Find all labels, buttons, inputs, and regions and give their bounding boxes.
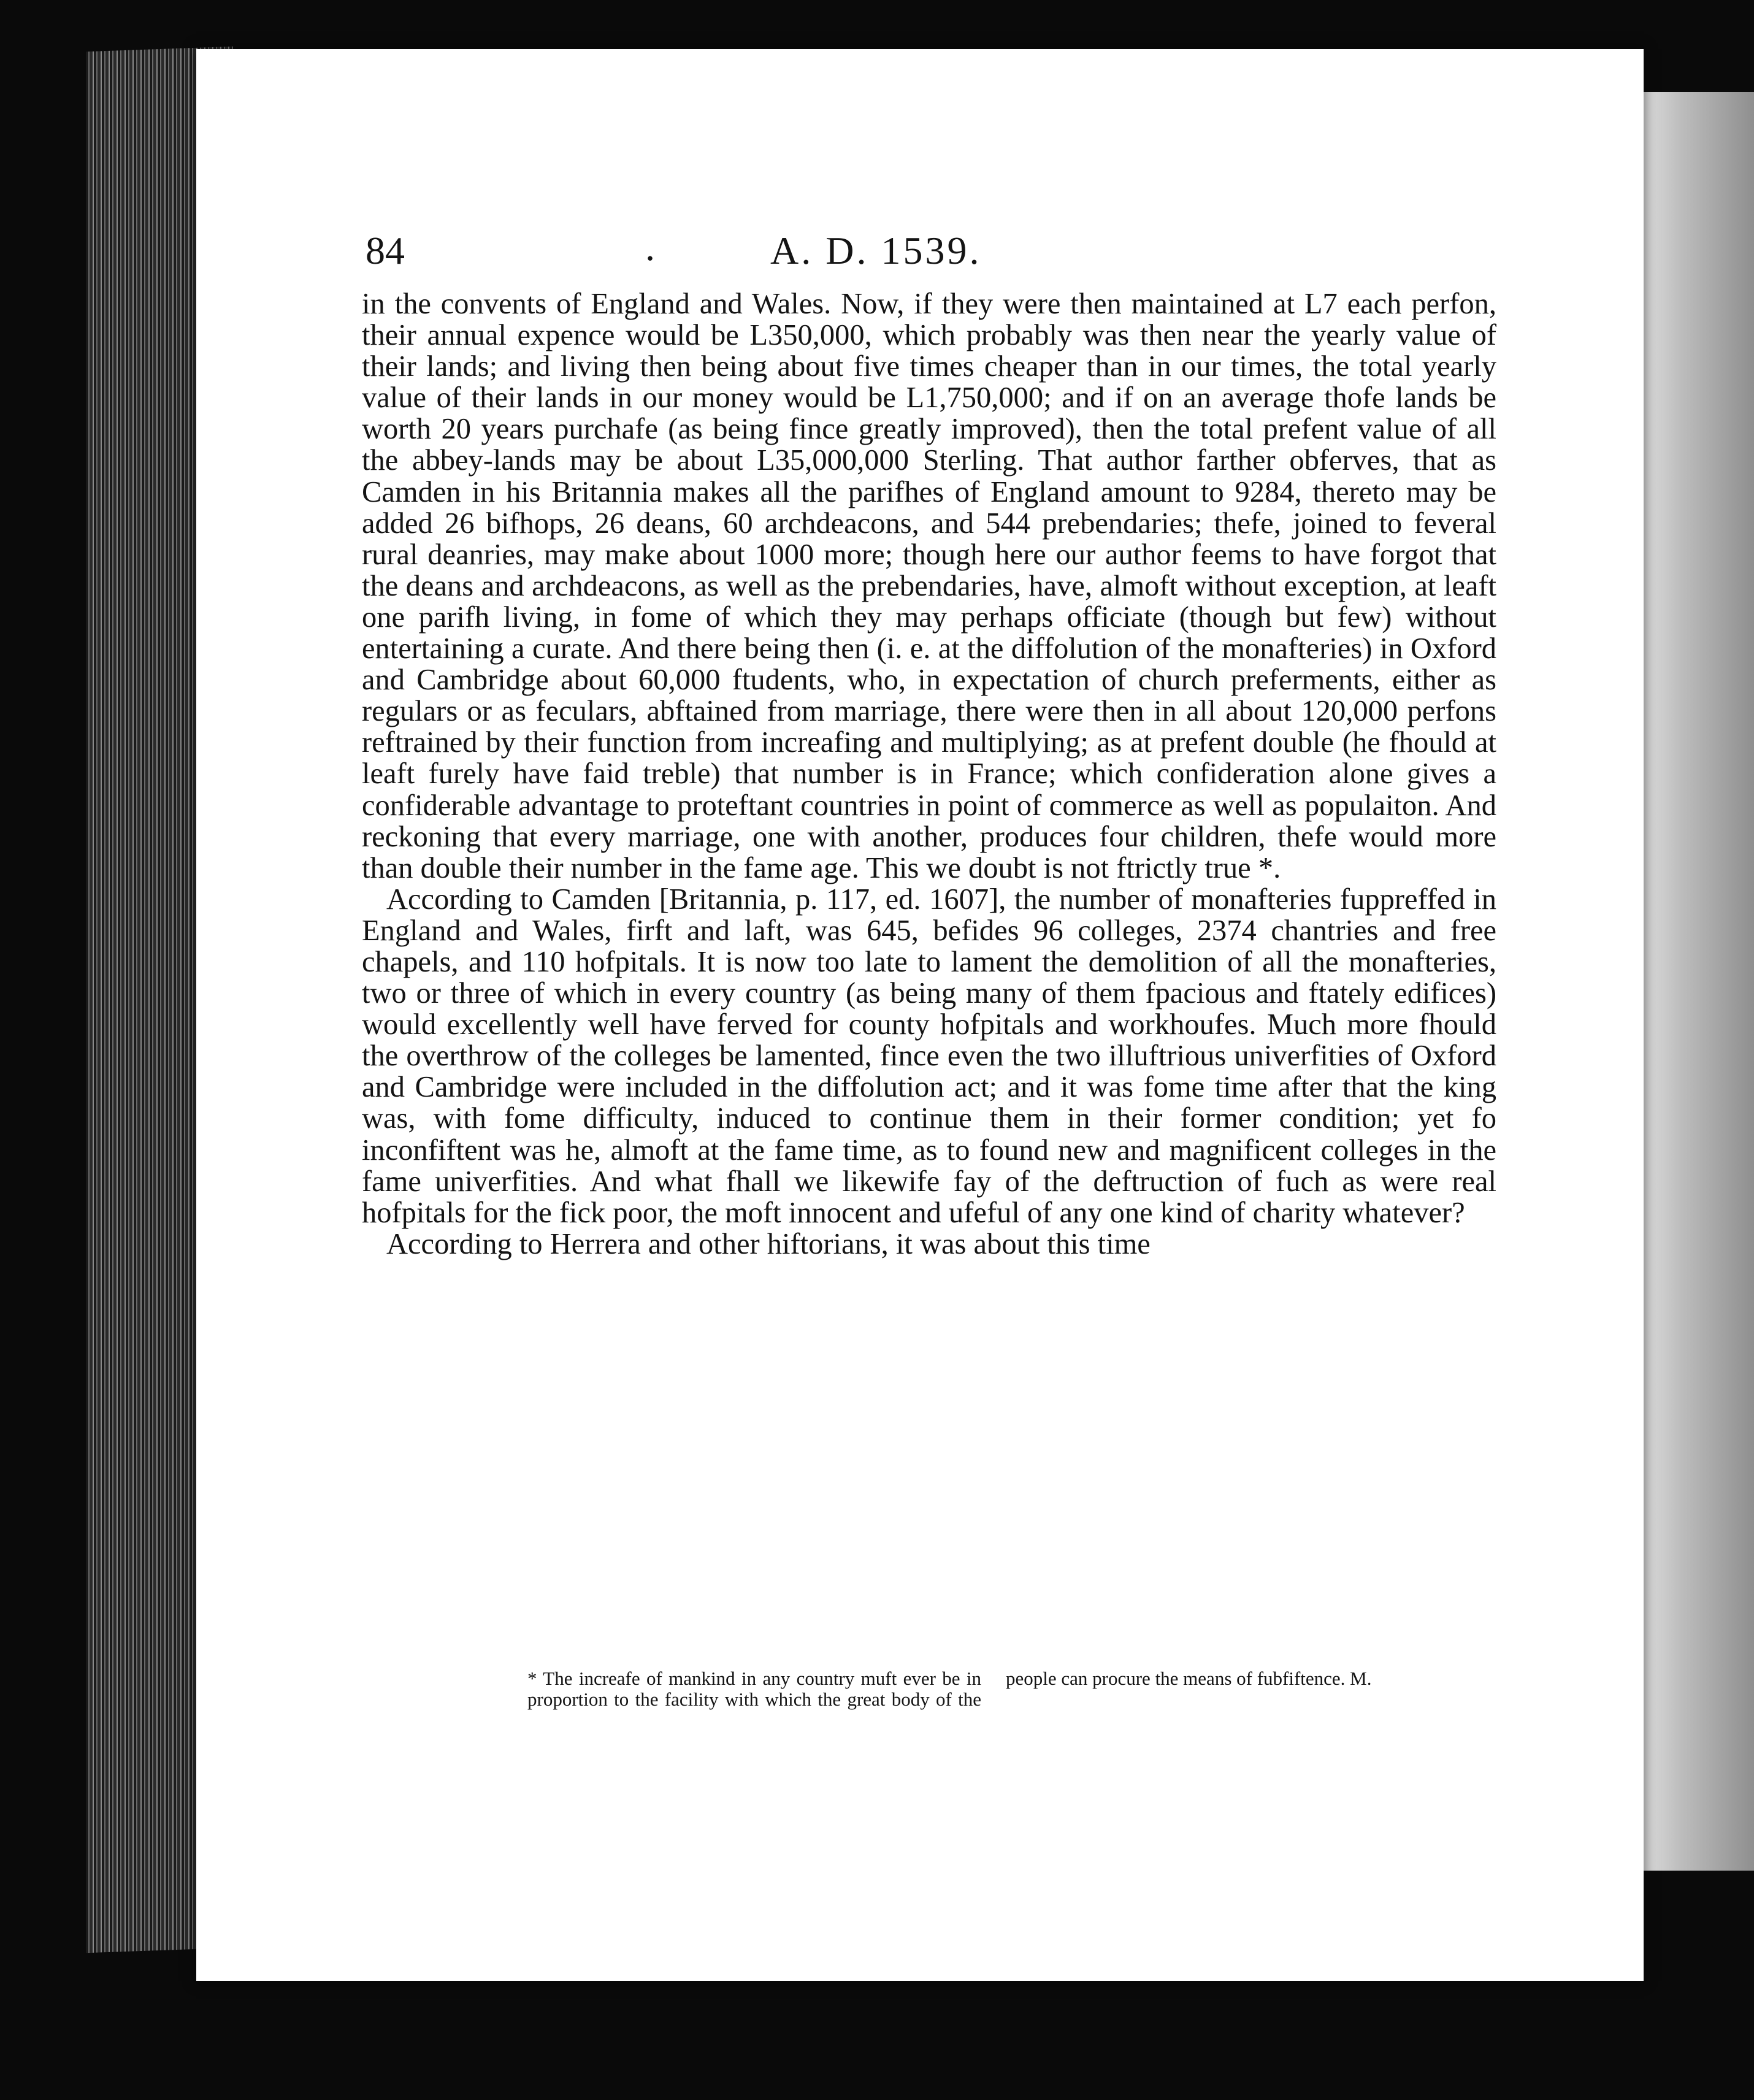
running-title: A. D. 1539. (770, 229, 982, 272)
header-separator: . (645, 225, 655, 269)
paragraph-1: in the convents of England and Wales. Now, if they were then maintained at L7 each perfon, their annual expence would be L350,000, which probably was then near the yearly value of their lands; and living then being about five times cheaper than in our times, the total yearly value of their lands in our money would be L1,750,000; and if on an average thofe lands be worth 20 years purchafe (as being fince greatly improved), then the total prefent value of all the abbey-lands may be about L35,000,000 Sterling. That author farther obferves, that as Camden in his Britannia makes all the parifhes of England amount to 9284, thereto may be added 26 bifhops, 26 deans, 60 archdeacons, and 544 prebendaries; thefe, joined to feveral rural deanries, may make about 1000 more; though here our author feems to have forgot that the deans and archdeacons, as well as the prebendaries, have, almoft without exception, at leaft one parifh living, in fome of which they may perhaps officiate (though but few) without entertaining a curate. And there being then (i. e. at the diffolution of the monafteries) in Oxford and Cambridge about 60,000 ftudents, who, in expectation of church preferments, either as regulars or as feculars, abftained from marriage, there were then in all about 120,000 perfons reftrained by their function from increafing and multiplying; as at prefent double (he fhould at leaft furely have faid treble) that number is in France; which confideration alone gives a confiderable advantage to proteftant countries in point of commerce as well as populaiton. And reckoning that every marriage, one with another, produces four children, thefe would more than double their number in the fame age. This we doubt is not ftrictly true *. (362, 288, 1496, 884)
page-header (366, 225, 1506, 283)
paragraph-2: According to Camden [Britannia, p. 117, ed. 1607], the number of monafteries fuppreffed in England and Wales, firft and laft, was 645, befides 96 colleges, 2374 chantries and free chapels, and 110 hofpitals. It is now too late to lament the demolition of all the monafteries, two or three of which in every country (as being many of them fpacious and ftately edifices) would excellently well have ferved for county hofpitals and workhoufes. Much more fhould the overthrow of the colleges be lamented, fince even the two illuftrious univerfities of Oxford and Cambridge were included in the diffolution act; and it was fome time after that the king was, with fome difficulty, induced to continue them in their former condition; yet fo inconfiftent was he, almoft at the fame time, as to found new and magnificent colleges in the fame univerfities. And what fhall we likewife fay of the deftruction of fuch as were real hofpitals for the fick poor, the moft innocent and ufeful of any one kind of charity whatever? (362, 883, 1496, 1229)
body-text (362, 288, 1496, 1260)
book-page-edge-right (1631, 92, 1754, 1871)
paragraph-3: According to Herrera and other hiftorians, it was about this time (386, 1227, 1151, 1260)
page-number: 84 (366, 229, 405, 272)
footnote-text: * The increafe of mankind in any country muft ever be in proportion to the facility with which the great body of the people can procure the means of fubfiftence. M. (527, 1668, 1372, 1710)
footnote (527, 1668, 1460, 1710)
